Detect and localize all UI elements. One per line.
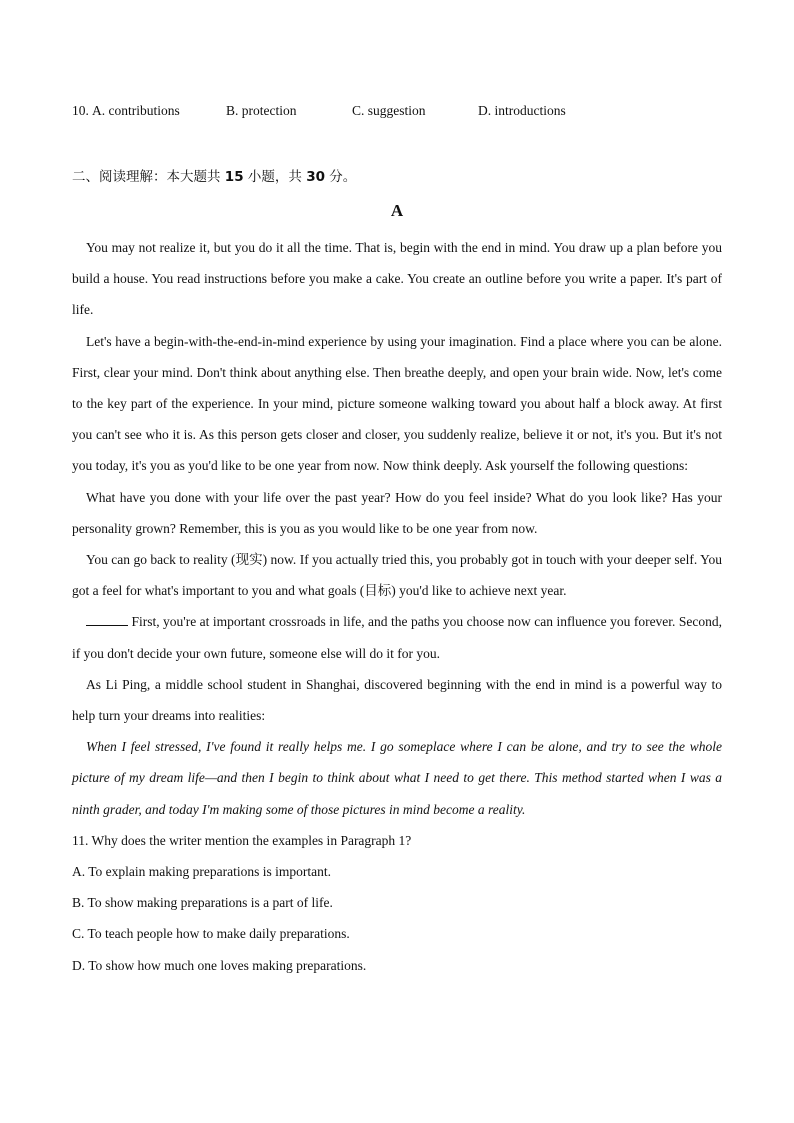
section-suffix: 分。: [324, 169, 357, 185]
answer-blank[interactable]: [86, 615, 128, 626]
q10-option-b: B. protection: [226, 103, 297, 118]
quote-paragraph: When I feel stressed, I've found it really helps me. I go someplace where I can be alone, and try to see the whole picture of my dream life—and then I begin to think about what I need to get there. This method started when I was a ninth grader, and today I'm making some of those pictures in mind become a reality.: [72, 739, 722, 817]
section-count: 15: [224, 169, 244, 185]
q10-option-a: A. contributions: [92, 103, 180, 118]
q10-option-d: D. introductions: [478, 103, 566, 118]
question-10-number: 10.: [72, 103, 89, 118]
paragraph-3: What have you done with your life over the past year? How do you feel inside? What do you look like? Has your personality grown? Remember, this is you as you would like to be one year from now.: [72, 489, 722, 536]
q10-option-c: C. suggestion: [352, 103, 426, 118]
section-middle: 小题，共: [243, 169, 307, 185]
question-10-options: [72, 103, 566, 119]
section-prefix: 二、阅读理解：本大题共: [72, 169, 225, 185]
q11-option-b[interactable]: B. To show making preparations is a part of life.: [72, 895, 333, 911]
paragraph-1: You may not realize it, but you do it all the time. That is, begin with the end in mind. You draw up a plan before you build a house. You read instructions before you make a cake. You create an outline before you write a paper. It's part of life.: [72, 240, 722, 318]
paragraph-5: [72, 606, 722, 668]
paragraph-5-text: First, you're at important crossroads in life, and the paths you choose now can influence you forever. Second, if you don't decide your own future, someone else will do it for you.: [72, 614, 722, 661]
q11-option-a[interactable]: A. To explain making preparations is important.: [72, 864, 332, 880]
q11-option-d[interactable]: D. To show how much one loves making preparations.: [72, 957, 367, 973]
paragraph-6: As Li Ping, a middle school student in Shanghai, discovered beginning with the end in mind is a powerful way to help turn your dreams into realities:: [72, 676, 722, 724]
section-score: 30: [306, 169, 325, 185]
paragraph-4: You can go back to reality (现实) now. If you actually tried this, you probably got in touch with your deeper self. You got a feel for what's important to you and what goals (目标) you'd like to achieve next year.: [72, 552, 722, 599]
q11-option-c[interactable]: C. To teach people how to make daily preparations.: [72, 926, 350, 942]
passage-title: A: [390, 201, 404, 220]
paragraph-2: Let's have a begin-with-the-end-in-mind experience by using your imagination. Find a place where you can be alone. First, clear your mind. Don't think about anything else. Then breathe deeply, and open your brain wide. Now, let's come to the key part of the experience. In your mind, picture someone walking toward you about half a block away. At first you can't see who it is. As this person gets closer and closer, you suddenly realize, believe it or not, it's you. But it's not you today, it's you as you'd like to be one year from now. Now think deeply. Ask yourself the following questions:: [72, 333, 722, 474]
passage-body: [72, 232, 722, 981]
section-heading: [72, 165, 356, 185]
question-11-stem: 11. Why does the writer mention the examples in Paragraph 1?: [72, 832, 412, 848]
